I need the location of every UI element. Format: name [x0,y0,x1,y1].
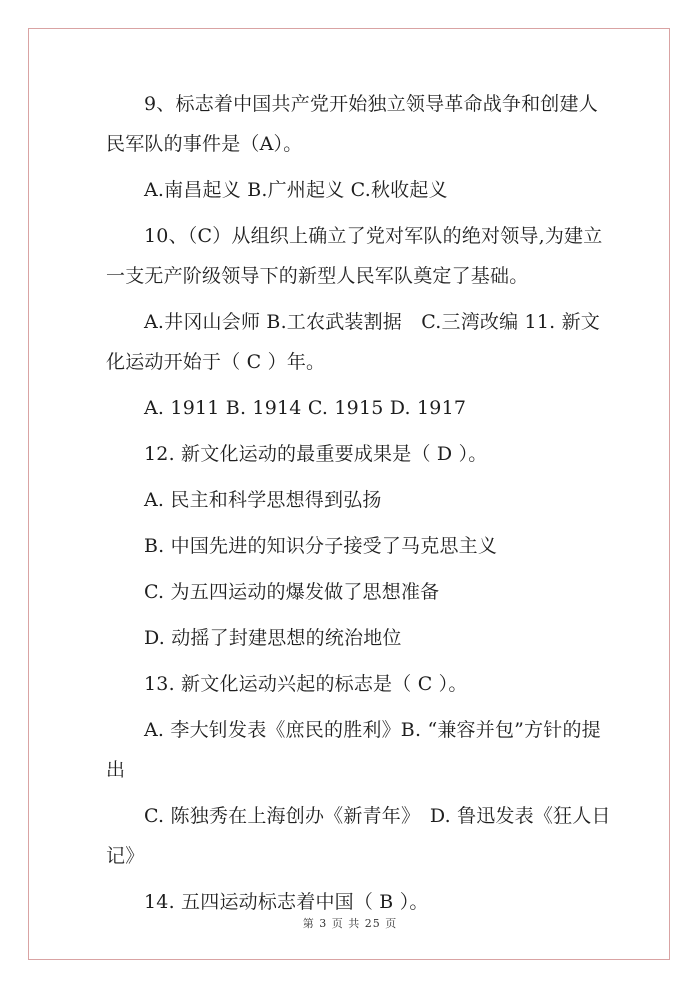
question-13: 13. 新文化运动兴起的标志是（ C ）。 [144,673,468,695]
document-body [106,84,614,928]
question-11-options: A. 1911 B. 1914 C. 1915 D. 1917 [144,397,467,419]
question-12-option-d: D. 动摇了封建思想的统治地位 [144,627,402,649]
question-14: 14. 五四运动标志着中国（ B ）。 [144,891,429,913]
question-12-option-c: C. 为五四运动的爆发做了思想准备 [144,581,440,603]
page-number-footer: 第 3 页 共 25 页 [302,917,398,930]
question-12: 12. 新文化运动的最重要成果是（ D ）。 [144,443,488,465]
question-12-option-a: A. 民主和科学思想得到弘扬 [144,489,382,511]
question-9-options: A.南昌起义 B.广州起义 C.秋收起义 [144,179,448,201]
question-9: 9、标志着中国共产党开始独立领导革命战争和创建人民军队的事件是（A）。 [106,93,598,155]
question-13-options-ab: A. 李大钊发表《庶民的胜利》B. “兼容并包”方针的提出 [106,719,601,781]
question-10-options-and-question-11: A.井冈山会师 B.工农武装割据 C.三湾改编 11. 新文化运动开始于（ C ）年。 [106,311,600,373]
question-13-options-cd: C. 陈独秀在上海创办《新青年》 D. 鲁迅发表《狂人日记》 [106,805,611,867]
question-12-option-b: B. 中国先进的知识分子接受了马克思主义 [144,535,498,557]
question-10: 10、（C）从组织上确立了党对军队的绝对领导,为建立一支无产阶级领导下的新型人民军队奠定了基础。 [106,225,603,287]
